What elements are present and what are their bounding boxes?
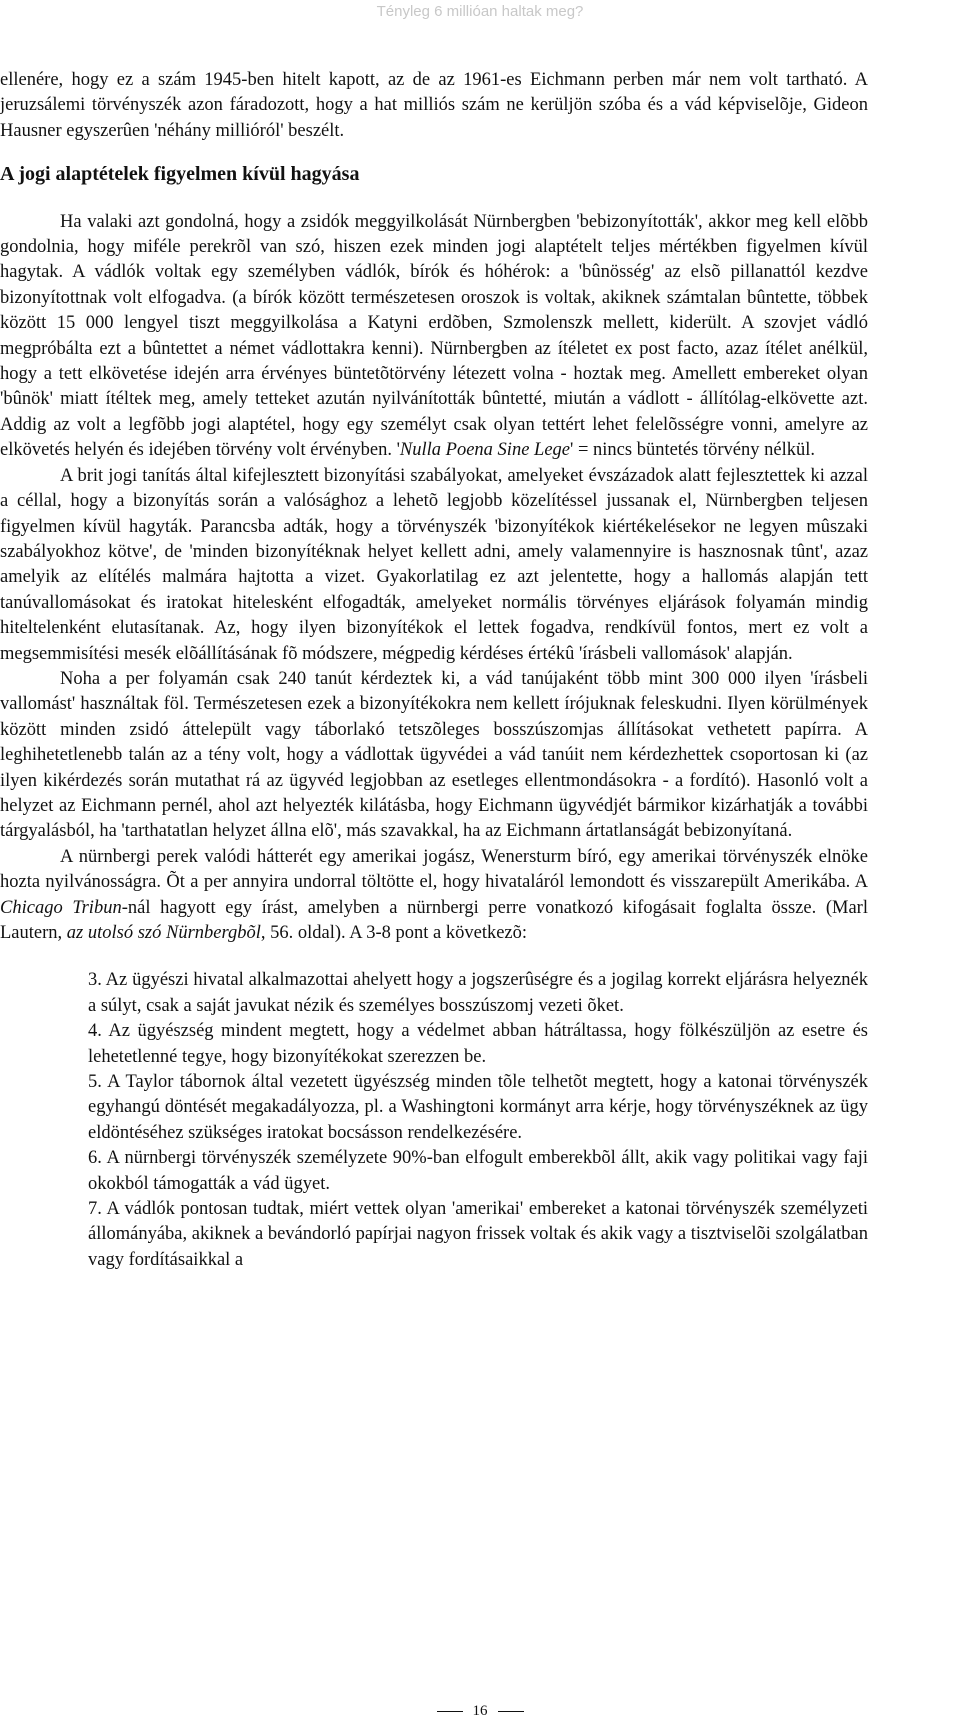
page-number: 16 (472, 1703, 488, 1719)
paragraph-text: A nürnbergi perek valódi hátterét egy amerikai jogász, Wenersturm bíró, egy amerikai törvényszék elnöke hozta nyilvánosságra. Õt a per annyira undorral töltötte el, hogy hivataláról lemondott és visszarepült Amerikába. A (0, 846, 868, 893)
paragraph (0, 845, 868, 947)
paragraph-continuation: ellenére, hogy ez a szám 1945-ben hitelt kapott, az de az 1961-es Eichmann perben már nem volt tartható. A jeruzsálemi törvényszék azon fáradozott, hogy a hat milliós szám ne kerüljön szóba és a vád képviselõje, Gideon Hausner egyszerûen 'néhány millióról' beszélt. (0, 70, 868, 141)
spacer (0, 946, 868, 968)
page-footer (0, 1703, 960, 1720)
section-heading: A jogi alaptételek figyelmen kívül hagyása (0, 163, 360, 186)
document-body (0, 68, 868, 1273)
paragraph-text: ' = nincs büntetés törvény nélkül. (570, 440, 815, 461)
paragraph-text: Ha valaki azt gondolná, hogy a zsidók meggyilkolását Nürnbergben 'bebizonyították', akkor meg kell elõbb gondolnia, hogy miféle perekrõl van szó, hiszen ezek minden jogi alaptételt teljes mértékben figyelmen kívül hagytak. A vádlók voltak egy személyben vádlók, bírók és hóhérok: a 'bûnösség' az elsõ pillanattól kezdve bizonyítottnak volt elfogadva. (a bírók között természetesen oroszok is voltak, akiknek számtalan bûntette, többek között 15 000 lengyel tiszt meggyilkolása a Katyni erdõben, Szmolenszk mellett, kiderült. A szovjet vádló megpróbálta ezt a bûntettet a német vádlottakra kenni). Nürnbergben az ítéletet ex post facto, azaz ítélet anélkül, hogy a tett elkövetése idején arra érvényes büntetõtörvény létezett volna - hoztak meg. Amellett embereket olyan 'bûnök' miatt ítéltek meg, amely tetteket azután nyilvánították bûntetté, miután a vádlott - állítólag-elkövette azt. Addig az volt a legfõbb jogi alaptétel, hogy egy személyt csak olyan tettért lehet felelõsségre vonni, amelyre az elkövetés helyén és idejében törvény volt érvényben. ' (0, 211, 868, 461)
list-item: 3. Az ügyészi hivatal alkalmazottai ahelyett hogy a jogszerûségre és a jogilag korrekt eljárásra helyeznék a súlyt, csak a saját javukat nézik és személyes bosszúszomj vezeti õket. (88, 970, 868, 1016)
list-item: 5. A Taylor tábornok által vezetett ügyészség minden tõle telhetõt megtett, hogy a katonai törvényszék egyhangú döntését megakadályozza, pl. a Washingtoni kormányt arra kérje, hogy törvényszéknek az ügy eldöntéséhez szükséges iratokat bocsásson rendelkezésére. (88, 1072, 868, 1143)
paragraph-text: , 56. oldal). A 3-8 pont a következõ: (260, 923, 528, 943)
footer-rule (498, 1711, 524, 1712)
italic-phrase: Nulla Poena Sine Lege (399, 440, 570, 461)
italic-title: az utolsó szó Nürnbergbõl (66, 923, 261, 943)
running-header: Tényleg 6 millióan haltak meg? (376, 3, 584, 20)
paragraph-text: -nál hagyott egy írást, amelyben a nürnbergi perre vonatkozó kifogásait foglalta össze. (Marl Lautern, (0, 897, 868, 943)
footer-rule (437, 1711, 463, 1712)
paragraph: A brit jogi tanítás által kifejlesztett bizonyítási szabályokat, amelyeket évszázadok alatt fejlesztettek ki azzal a céllal, hogy a bizonyítás során a valósághoz a lehetõ legjobb közelítéssel jussanak el, Nürnbergben teljesen figyelmen kívül hagyták. Parancsba adták, hogy a törvényszék 'bizonyítékok kiértékelésekor ne legyen mûszaki szabályokhoz kötve', de 'minden bizonyítéknak helyet kellett adni, amely valamennyire is hasznosnak tûnt', azaz amelyik az elítélés malmára hajtotta a vizet. Gyakorlatilag ez azt jelentette, hogy a hallomás alapján tett tanúvallomásokat és iratokat hitelesként elfogadták, amelyeket normális törvényes eljárások folyamán mindig hiteltelenként elutasítanak. Az, hogy ilyen bizonyítékok el lettek fogadva, rendkívül fontos, mert ez volt a megsemmisítési mesék elõállításának fõ módszere, mégpedig kérdéses értékû 'írásbeli vallomások' alapján. (0, 465, 868, 664)
list-item: 6. A nürnbergi törvényszék személyzete 90%-ban elfogult emberekbõl állt, akik vagy politikai vagy faji okokból támogatták a vád ügyet. (88, 1148, 868, 1194)
italic-title: Chicago Tribun (0, 897, 122, 918)
list-item: 4. Az ügyészség mindent megtett, hogy a védelmet abban hátráltassa, hogy fölkészüljön az esetre és lehetetlenné tegye, hogy bizonyítékokat szerezzen be. (88, 1021, 868, 1067)
paragraph (0, 210, 868, 464)
paragraph: Noha a per folyamán csak 240 tanút kérdeztek ki, a vád tanújaként több mint 300 000 ilyen 'írásbeli vallomást' használtak föl. Természetesen ezek a bizonyítékokra nem kellett írójuknak feleskudni. Ilyen körülmények között minden zsidó áttelepült vagy táborlakó tetszõleges bosszúszomjas állításokat vethetett papírra. A leghihetetlenebb talán az a tény volt, hogy a vádlottak ügyvédei a vád tanúit nem kérdezhettek csoportosan ki (az ilyen kikérdezés során mutathat rá az ügyvéd legjobban az esetleges ellentmondásokra - a fordító). Hasonló volt a helyzet az Eichmann pernél, ahol azt helyezték kilátásba, hogy Eichmann ügyvédjét bármikor kizárhatják a további tárgyalásból, ha 'tarthatatlan helyzet állna elõ', más szavakkal, ha az Eichmann ártatlanságát bebizonyítaná. (0, 668, 868, 842)
list-item: 7. A vádlók pontosan tudtak, miért vettek olyan 'amerikai' embereket a katonai törvényszék személyzeti állományába, akiknek a bevándorló papírjai nagyon frissek voltak és akik vagy a tisztviselõi szolgálatban vagy fordításaikkal a (88, 1199, 868, 1270)
